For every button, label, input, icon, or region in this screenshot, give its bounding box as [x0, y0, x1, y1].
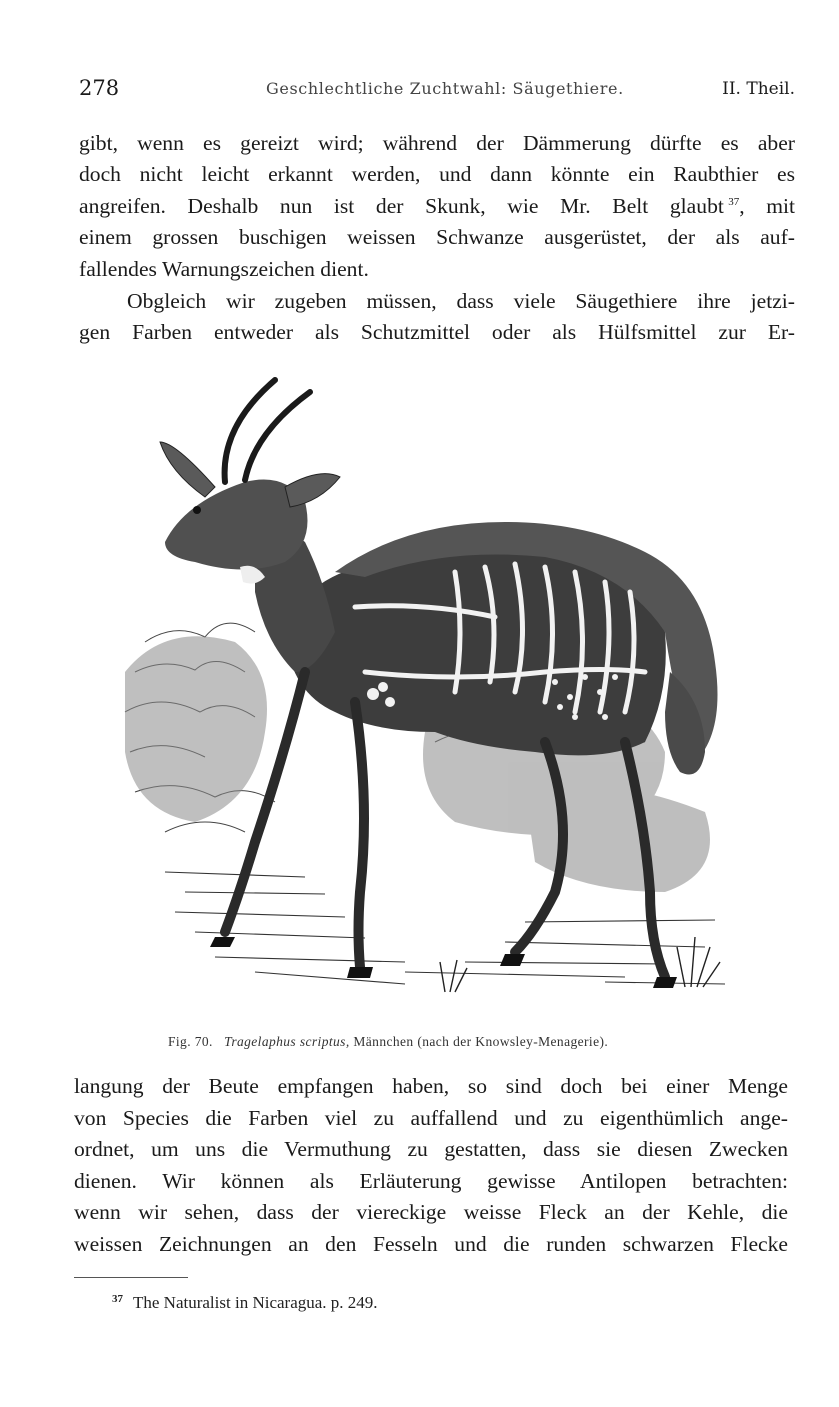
footnote-divider [74, 1277, 188, 1278]
running-title: Geschlechtliche Zuchtwahl: Säugethiere. [266, 79, 624, 98]
part-label: II. Theil. [722, 79, 795, 99]
text-line-part: , mit [739, 193, 796, 218]
right-ear [285, 474, 340, 507]
text-line: weissen Zeichnungen an den Fesseln und die runden schwarzen Flecke [74, 1231, 788, 1256]
text-line: gibt, wenn es gereizt wird; während der Dämmerung dürfte es aber [79, 131, 795, 155]
figure-caption [168, 1034, 708, 1050]
text-line: langung der Beute empfangen haben, so sind doch bei einer Menge [74, 1074, 788, 1098]
footnote-ref[interactable]: 37 [728, 195, 740, 208]
left-ear [160, 442, 215, 497]
footnote-text: The Naturalist in Nicaragua. p. 249. [133, 1293, 378, 1312]
text-line: Obgleich wir zugeben müssen, dass viele Säugethiere ihre jetzi- [127, 289, 795, 313]
antelope-engraving [105, 372, 735, 1002]
text-line: doch nicht leicht erkannt werden, und dann könnte ein Raubthier es [79, 162, 795, 187]
caption-text: Männchen (nach der Knowsley-Menagerie). [353, 1034, 609, 1049]
footnote-mark: 37 [112, 1293, 123, 1305]
text-line: von Species die Farben viel zu auffallend und zu eigenthümlich ange- [74, 1105, 788, 1130]
text-line: ordnet, um uns die Vermuthung zu gestatten, dass sie diesen Zwecken [74, 1137, 788, 1162]
page-number: 278 [79, 76, 120, 100]
footnote [112, 1293, 378, 1313]
paragraph-3 [74, 1071, 788, 1261]
running-header [79, 76, 795, 106]
text-line [79, 191, 795, 222]
paragraph-1 [79, 128, 795, 285]
text-line: gen Farben entweder als Schutzmittel oder als Hülfsmittel zur Er- [79, 320, 795, 345]
species-name: Tragelaphus scriptus, [224, 1034, 350, 1049]
text-line: dienen. Wir können als Erläuterung gewisse Antilopen betrachten: [74, 1168, 788, 1193]
text-line: wenn wir sehen, dass der viereckige weisse Fleck an der Kehle, die [74, 1200, 788, 1225]
eye [193, 506, 201, 514]
paragraph-2 [79, 286, 795, 349]
text-line: fallendes Warnungszeichen dient. [79, 256, 369, 281]
horns [225, 380, 310, 482]
text-line-part: angreifen. Deshalb nun ist der Skunk, wie Mr. Belt glaubt [79, 193, 724, 218]
text-line: einem grossen buschigen weissen Schwanze ausgerüstet, der als auf- [79, 225, 795, 250]
figure-label: Fig. 70. [168, 1034, 213, 1049]
